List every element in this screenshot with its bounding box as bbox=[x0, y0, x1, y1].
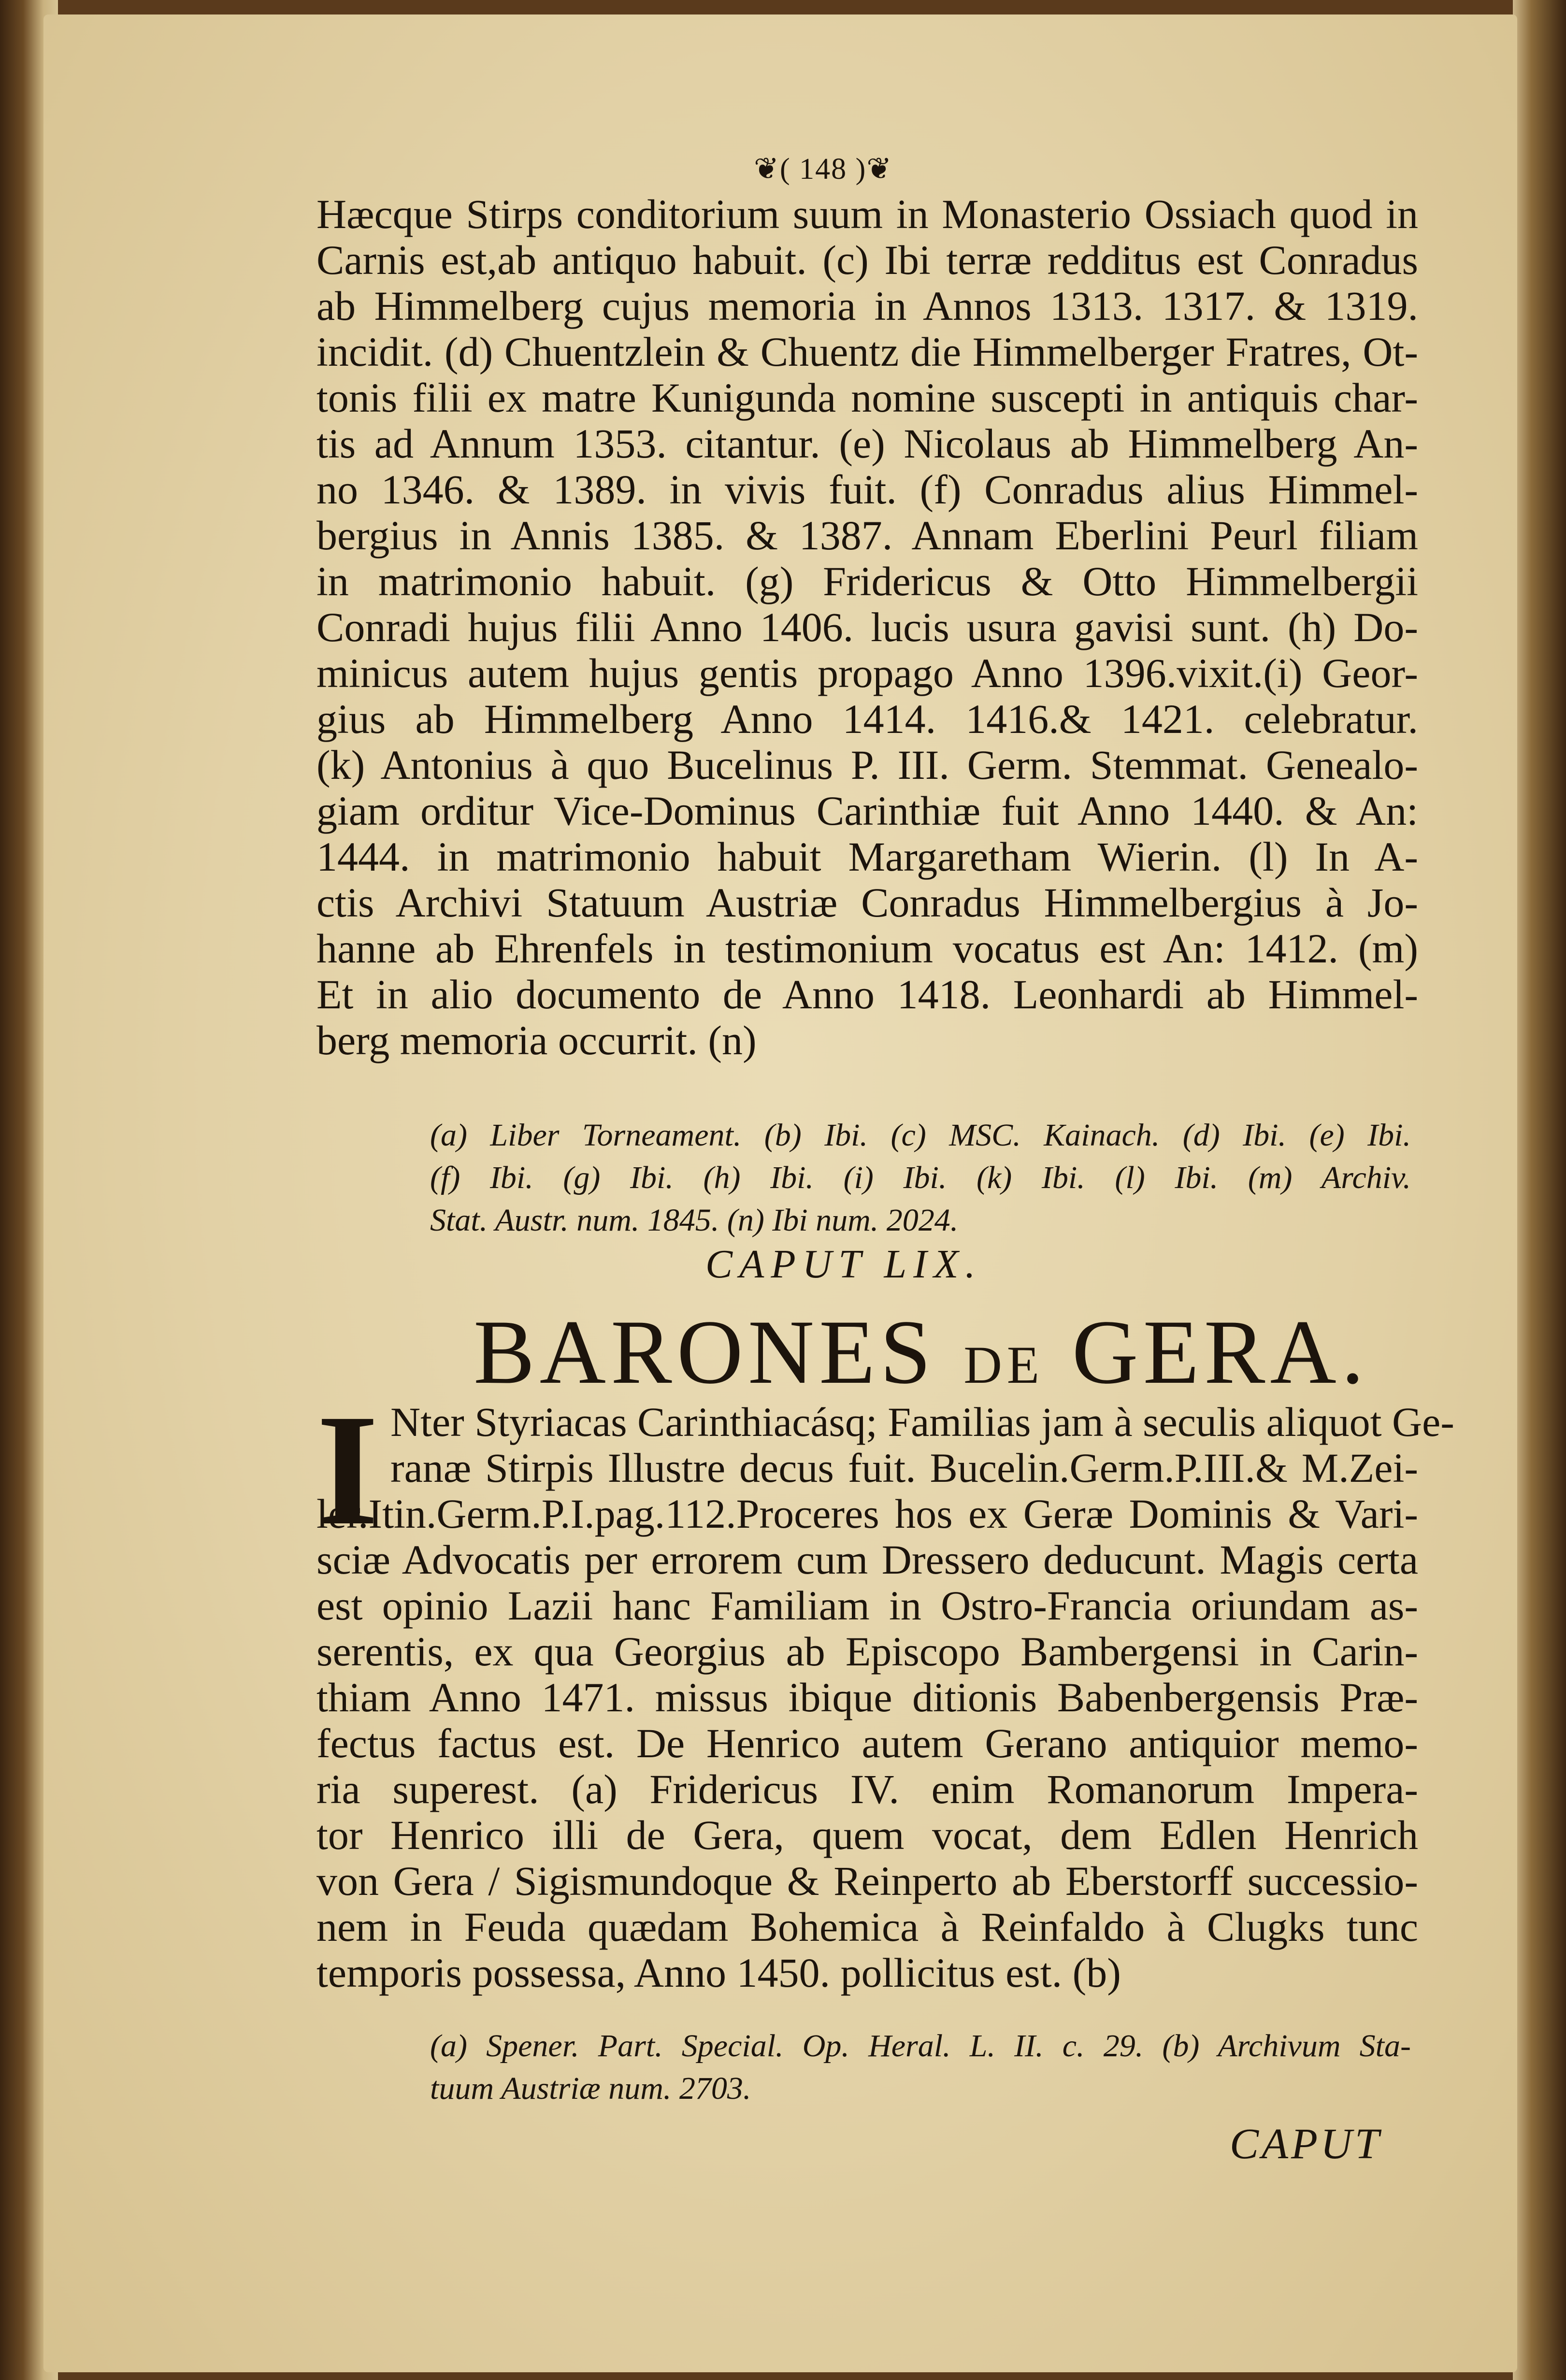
text-line: Nter Styriacas Carinthiacásq; Familias jam à seculis aliquot Ge- bbox=[390, 1399, 1454, 1445]
drop-cap: I bbox=[316, 1382, 379, 1558]
text-line: Carnis est,ab antiquo habuit. (c) Ibi terræ redditus est Conradus bbox=[316, 237, 1418, 283]
chapter-number: CAPUT LIX. bbox=[705, 1242, 982, 1287]
text-line: tonis filii ex matre Kunigunda nomine suscepti in antiquis char- bbox=[316, 374, 1418, 421]
text-line: est opinio Lazii hanc Familiam in Ostro-Francia oriundam as- bbox=[316, 1582, 1418, 1629]
footnote-line: tuum Austriæ num. 2703. bbox=[430, 2071, 751, 2106]
text-line: ler.Itin.Germ.P.I.pag.112.Proceres hos ex Geræ Dominis & Vari- bbox=[316, 1491, 1418, 1537]
text-line: hanne ab Ehrenfels in testimonium vocatus est An: 1412. (m) bbox=[316, 925, 1418, 972]
text-line: no 1346. & 1389. in vivis fuit. (f) Conradus alius Himmel- bbox=[316, 466, 1418, 513]
text-line: nem in Feuda quædam Bohemica à Reinfaldo à Clugks tunc bbox=[316, 1904, 1418, 1950]
text-line: fectus factus est. De Henrico autem Gerano antiquior memo- bbox=[316, 1720, 1418, 1766]
chapter-title-word: BARONES bbox=[474, 1302, 936, 1403]
text-line: bergius in Annis 1385. & 1387. Annam Eberlini Peurl filiam bbox=[316, 512, 1418, 559]
text-line: ria superest. (a) Fridericus IV. enim Romanorum Impera- bbox=[316, 1766, 1418, 1812]
text-line: Conradi hujus filii Anno 1406. lucis usura gavisi sunt. (h) Do- bbox=[316, 604, 1418, 650]
text-line: ranæ Stirpis Illustre decus fuit. Bucelin.Germ.P.III.& M.Zei- bbox=[390, 1445, 1418, 1491]
text-line: tor Henrico illi de Gera, quem vocat, dem Edlen Henrich bbox=[316, 1812, 1418, 1858]
page-number: ❦( 148 )❦ bbox=[754, 153, 893, 186]
text-line: temporis possessa, Anno 1450. pollicitus est. (b) bbox=[316, 1950, 1121, 1996]
text-line: ab Himmelberg cujus memoria in Annos 1313. 1317. & 1319. bbox=[316, 283, 1418, 329]
footnote-line: (f) Ibi. (g) Ibi. (h) Ibi. (i) Ibi. (k) Ibi. (l) Ibi. (m) Archiv. bbox=[430, 1160, 1411, 1195]
chapter-title-word: GERA. bbox=[1072, 1302, 1369, 1403]
text-line: serentis, ex qua Georgius ab Episcopo Bambergensi in Carin- bbox=[316, 1628, 1418, 1675]
text-line: incidit. (d) Chuentzlein & Chuentz die Himmelberger Fratres, Ot- bbox=[316, 329, 1418, 375]
text-line: minicus autem hujus gentis propago Anno 1396.vixit.(i) Geor- bbox=[316, 650, 1418, 696]
chapter-title-particle: DE bbox=[963, 1335, 1044, 1394]
page-number-value: 148 bbox=[799, 153, 848, 186]
footnote-line: Stat. Austr. num. 1845. (n) Ibi num. 2024. bbox=[430, 1203, 959, 1238]
text-line: von Gera / Sigismundoque & Reinperto ab Eberstorff successio- bbox=[316, 1858, 1418, 1904]
text-line: Et in alio documento de Anno 1418. Leonhardi ab Himmel- bbox=[316, 971, 1418, 1018]
footnote-line: (a) Liber Torneament. (b) Ibi. (c) MSC. Kainach. (d) Ibi. (e) Ibi. bbox=[430, 1118, 1411, 1153]
text-line: thiam Anno 1471. missus ibique ditionis Babenbergensis Præ- bbox=[316, 1674, 1418, 1720]
text-line: berg memoria occurrit. (n) bbox=[316, 1017, 757, 1063]
text-line: (k) Antonius à quo Bucelinus P. III. Germ. Stemmat. Genealo- bbox=[316, 742, 1418, 788]
text-line: giam orditur Vice-Dominus Carinthiæ fuit Anno 1440. & An: bbox=[316, 788, 1418, 834]
footnote-line: (a) Spener. Part. Special. Op. Heral. L. II. c. 29. (b) Archivum Sta- bbox=[430, 2028, 1411, 2064]
text-line: in matrimonio habuit. (g) Fridericus & Otto Himmelbergii bbox=[316, 558, 1418, 604]
chapter-title bbox=[474, 1300, 1369, 1405]
text-line: ctis Archivi Statuum Austriæ Conradus Himmelbergius à Jo- bbox=[316, 879, 1418, 926]
text-line: Hæcque Stirps conditorium suum in Monasterio Ossiach quod in bbox=[316, 191, 1418, 237]
text-line: 1444. in matrimonio habuit Margaretham Wierin. (l) In A- bbox=[316, 833, 1418, 880]
text-line: gius ab Himmelberg Anno 1414. 1416.& 1421. celebratur. bbox=[316, 696, 1418, 742]
catchword: CAPUT bbox=[1230, 2120, 1382, 2168]
text-line: tis ad Annum 1353. citantur. (e) Nicolaus ab Himmelberg An- bbox=[316, 420, 1418, 467]
text-line: sciæ Advocatis per errorem cum Dressero deducunt. Magis certa bbox=[316, 1536, 1418, 1583]
